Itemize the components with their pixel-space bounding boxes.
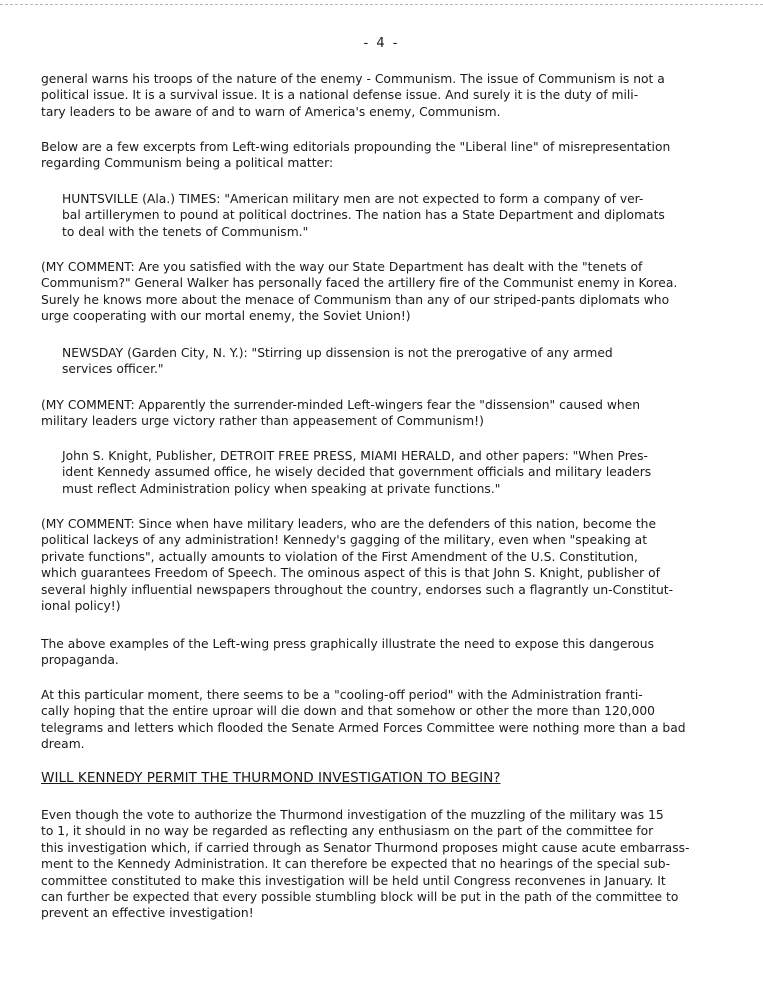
text-line: political issue. It is a survival issue. It is a national defense issue. And surely it is the duty of mili- bbox=[41, 88, 639, 103]
paragraph-excerpts-intro bbox=[41, 139, 721, 172]
text-line: NEWSDAY (Garden City, N. Y.): "Stirring up dissension is not the prerogative of any armed bbox=[62, 346, 613, 360]
paragraph-thurmond-vote bbox=[41, 807, 721, 922]
text-line: private functions", actually amounts to violation of the First Amendment of the U.S. Constitution, bbox=[41, 549, 638, 564]
text-line: Surely he knows more about the menace of Communism than any of our striped-pants diplomats who bbox=[41, 292, 670, 307]
paragraph-press-examples bbox=[41, 636, 721, 669]
comment-state-department bbox=[41, 259, 721, 325]
text-line: prevent an effective investigation! bbox=[41, 906, 254, 921]
text-line: propaganda. bbox=[41, 653, 119, 668]
text-line: which guarantees Freedom of Speech. The ominous aspect of this is that John S. Knight, publisher of bbox=[41, 566, 660, 581]
text-line: to 1, it should in no way be regarded as reflecting any enthusiasm on the part of the committee for bbox=[41, 824, 654, 839]
text-line: general warns his troops of the nature of the enemy - Communism. The issue of Communism is not a bbox=[41, 72, 665, 86]
text-line: this investigation which, if carried through as Senator Thurmond proposes might cause acute embarrass- bbox=[41, 840, 690, 855]
text-line: Below are a few excerpts from Left-wing editorials propounding the "Liberal line" of misrepresentation bbox=[41, 140, 671, 154]
text-line: several highly influential newspapers throughout the country, endorses such a flagrantly un-Constitut- bbox=[41, 582, 674, 597]
text-line: tary leaders to be aware of and to warn of America's enemy, Communism. bbox=[41, 104, 501, 119]
text-line: (MY COMMENT: Apparently the surrender-minded Left-wingers fear the "dissension" caused when bbox=[41, 398, 641, 412]
text-line: (MY COMMENT: Since when have military leaders, who are the defenders of this nation, become the bbox=[41, 517, 657, 531]
text-line: The above examples of the Left-wing press graphically illustrate the need to expose this dangerous bbox=[41, 637, 654, 651]
text-line: regarding Communism being a political matter: bbox=[41, 156, 334, 171]
text-line: ident Kennedy assumed office, he wisely decided that government officials and military leaders bbox=[62, 465, 652, 480]
text-line: John S. Knight, Publisher, DETROIT FREE PRESS, MIAMI HERALD, and other papers: "When Pres- bbox=[62, 449, 648, 463]
text-line: services officer." bbox=[62, 362, 164, 377]
text-line: (MY COMMENT: Are you satisfied with the way our State Department has dealt with the "tenets of bbox=[41, 260, 643, 274]
text-line: HUNTSVILLE (Ala.) TIMES: "American military men are not expected to form a company of ver- bbox=[62, 192, 644, 206]
text-line: cally hoping that the entire uproar will die down and that somehow or other the more than 120,000 bbox=[41, 704, 655, 719]
text-line: must reflect Administration policy when speaking at private functions." bbox=[62, 481, 501, 496]
section-heading: WILL KENNEDY PERMIT THE THURMOND INVESTIGATION TO BEGIN? bbox=[41, 770, 501, 786]
text-line: military leaders urge victory rather than appeasement of Communism!) bbox=[41, 414, 484, 429]
paragraph-intro bbox=[41, 71, 721, 120]
text-line: to deal with the tenets of Communism." bbox=[62, 224, 309, 239]
quote-newsday bbox=[62, 345, 712, 378]
text-line: Communism?" General Walker has personally faced the artillery fire of the Communist enemy in Korea. bbox=[41, 276, 678, 291]
text-line: urge cooperating with our mortal enemy, the Soviet Union!) bbox=[41, 309, 411, 324]
page-number: - 4 - bbox=[363, 36, 400, 51]
text-line: Even though the vote to authorize the Thurmond investigation of the muzzling of the military was 15 bbox=[41, 808, 664, 822]
text-line: can further be expected that every possible stumbling block will be put in the path of the committee to bbox=[41, 890, 679, 905]
text-line: committee constituted to make this investigation will be held until Congress reconvenes in January. It bbox=[41, 873, 666, 888]
quote-john-knight bbox=[62, 448, 712, 497]
text-line: political lackeys of any administration! Kennedy's gagging of the military, even when "speaking at bbox=[41, 533, 648, 548]
comment-dissension bbox=[41, 397, 721, 430]
text-line: telegrams and letters which flooded the Senate Armed Forces Committee were nothing more than a bad bbox=[41, 720, 686, 735]
paragraph-cooling-off bbox=[41, 687, 721, 753]
text-line: dream. bbox=[41, 737, 85, 752]
page-top-rule bbox=[0, 4, 763, 5]
text-line: bal artillerymen to pound at political doctrines. The nation has a State Department and diplomats bbox=[62, 208, 665, 223]
text-line: ment to the Kennedy Administration. It can therefore be expected that no hearings of the special sub- bbox=[41, 857, 671, 872]
text-line: At this particular moment, there seems to be a "cooling-off period" with the Administration franti- bbox=[41, 688, 643, 702]
text-line: ional policy!) bbox=[41, 599, 121, 614]
quote-huntsville-times bbox=[62, 191, 712, 240]
comment-first-amendment bbox=[41, 516, 721, 614]
